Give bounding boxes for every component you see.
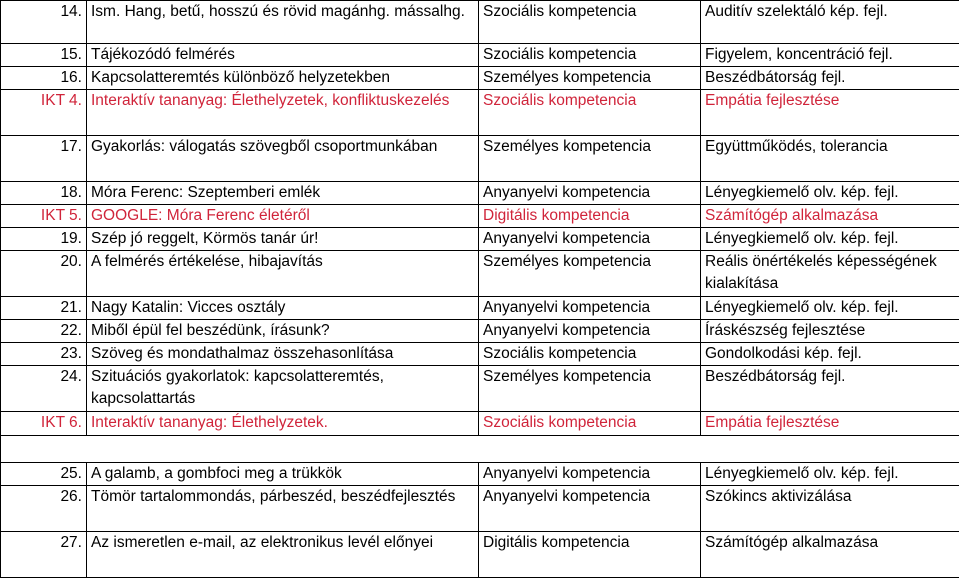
competence-cell: Anyanyelvi kompetencia — [479, 486, 701, 532]
lesson-number-cell: 16. — [1, 67, 87, 90]
table-row — [1, 297, 959, 320]
table-row — [1, 486, 959, 532]
skill-cell: Együttműködés, tolerancia — [701, 136, 959, 182]
lesson-title-cell: Miből épül fel beszédünk, írásunk? — [87, 320, 479, 343]
table-row — [1, 44, 959, 67]
competence-cell: Szociális kompetencia — [479, 44, 701, 67]
skill-cell: Számítógép alkalmazása — [701, 532, 959, 578]
lesson-number-cell: IKT 6. — [1, 412, 87, 436]
lesson-title-cell: Interaktív tananyag: Élethelyzetek. — [87, 412, 479, 436]
lesson-title-cell: A galamb, a gombfoci meg a trükkök — [87, 463, 479, 486]
competence-cell: Személyes kompetencia — [479, 67, 701, 90]
lesson-number-cell: 14. — [1, 1, 87, 44]
lesson-title-cell: Szép jó reggelt, Körmös tanár úr! — [87, 228, 479, 251]
competence-cell: Anyanyelvi kompetencia — [479, 228, 701, 251]
skill-cell: Gondolkodási kép. fejl. — [701, 343, 959, 366]
table-row — [1, 228, 959, 251]
lesson-title-cell: Tömör tartalommondás, párbeszéd, beszédfejlesztés — [87, 486, 479, 532]
table-row — [1, 320, 959, 343]
lesson-number-cell: IKT 4. — [1, 90, 87, 136]
lesson-title-cell: Nagy Katalin: Vicces osztály — [87, 297, 479, 320]
competence-cell: Anyanyelvi kompetencia — [479, 463, 701, 486]
lesson-number-cell: 19. — [1, 228, 87, 251]
table-row — [1, 1, 959, 44]
competence-cell: Digitális kompetencia — [479, 532, 701, 578]
spacer-row — [1, 436, 959, 463]
skill-cell: Számítógép alkalmazása — [701, 205, 959, 228]
table-row — [1, 463, 959, 486]
skill-cell: Empátia fejlesztése — [701, 90, 959, 136]
table-row — [1, 182, 959, 205]
competence-cell: Szociális kompetencia — [479, 1, 701, 44]
lesson-title-cell: A felmérés értékelése, hibajavítás — [87, 251, 479, 297]
lesson-number-cell: 26. — [1, 486, 87, 532]
competence-cell: Anyanyelvi kompetencia — [479, 320, 701, 343]
skill-cell: Lényegkiemelő olv. kép. fejl. — [701, 463, 959, 486]
table-row — [1, 412, 959, 436]
table-row — [1, 205, 959, 228]
table-row — [1, 90, 959, 136]
table-row — [1, 136, 959, 182]
lesson-number-cell: IKT 5. — [1, 205, 87, 228]
lesson-title-cell: Ism. Hang, betű, hosszú és rövid magánhg. mássalhg. — [87, 1, 479, 44]
lesson-number-cell: 24. — [1, 366, 87, 412]
skill-cell: Lényegkiemelő olv. kép. fejl. — [701, 182, 959, 205]
lesson-number-cell: 18. — [1, 182, 87, 205]
lesson-number-cell: 15. — [1, 44, 87, 67]
lesson-number-cell: 23. — [1, 343, 87, 366]
competence-cell: Szociális kompetencia — [479, 412, 701, 436]
table-row — [1, 251, 959, 297]
competence-cell: Személyes kompetencia — [479, 366, 701, 412]
lesson-title-cell: Interaktív tananyag: Élethelyzetek, konfliktuskezelés — [87, 90, 479, 136]
lesson-number-cell: 17. — [1, 136, 87, 182]
competence-cell: Szociális kompetencia — [479, 90, 701, 136]
competence-cell: Személyes kompetencia — [479, 136, 701, 182]
skill-cell: Empátia fejlesztése — [701, 412, 959, 436]
competence-cell: Személyes kompetencia — [479, 251, 701, 297]
lesson-title-cell: GOOGLE: Móra Ferenc életéről — [87, 205, 479, 228]
competence-cell: Szociális kompetencia — [479, 343, 701, 366]
skill-cell: Beszédbátorság fejl. — [701, 67, 959, 90]
skill-cell: Beszédbátorság fejl. — [701, 366, 959, 412]
lesson-title-cell: Gyakorlás: válogatás szövegből csoportmunkában — [87, 136, 479, 182]
lesson-title-cell: Az ismeretlen e-mail, az elektronikus levél előnyei — [87, 532, 479, 578]
table-row — [1, 366, 959, 412]
table-row — [1, 532, 959, 578]
lesson-number-cell: 21. — [1, 297, 87, 320]
table-row — [1, 343, 959, 366]
lesson-number-cell: 22. — [1, 320, 87, 343]
skill-cell: Szókincs aktivizálása — [701, 486, 959, 532]
skill-cell: Íráskészség fejlesztése — [701, 320, 959, 343]
lesson-title-cell: Móra Ferenc: Szeptemberi emlék — [87, 182, 479, 205]
skill-cell: Figyelem, koncentráció fejl. — [701, 44, 959, 67]
lesson-number-cell: 20. — [1, 251, 87, 297]
lesson-number-cell: 25. — [1, 463, 87, 486]
table-row — [1, 67, 959, 90]
skill-cell: Reális önértékelés képességének kialakítása — [701, 251, 959, 297]
skill-cell: Auditív szelektáló kép. fejl. — [701, 1, 959, 44]
skill-cell: Lényegkiemelő olv. kép. fejl. — [701, 297, 959, 320]
competence-cell: Digitális kompetencia — [479, 205, 701, 228]
competence-cell: Anyanyelvi kompetencia — [479, 297, 701, 320]
lesson-title-cell: Kapcsolatteremtés különböző helyzetekben — [87, 67, 479, 90]
curriculum-table-body — [1, 1, 959, 578]
lesson-number-cell: 27. — [1, 532, 87, 578]
skill-cell: Lényegkiemelő olv. kép. fejl. — [701, 228, 959, 251]
lesson-title-cell: Szituációs gyakorlatok: kapcsolatteremtés, kapcsolattartás — [87, 366, 479, 412]
spacer-cell — [1, 436, 959, 463]
competence-cell: Anyanyelvi kompetencia — [479, 182, 701, 205]
lesson-title-cell: Szöveg és mondathalmaz összehasonlítása — [87, 343, 479, 366]
lesson-title-cell: Tájékozódó felmérés — [87, 44, 479, 67]
